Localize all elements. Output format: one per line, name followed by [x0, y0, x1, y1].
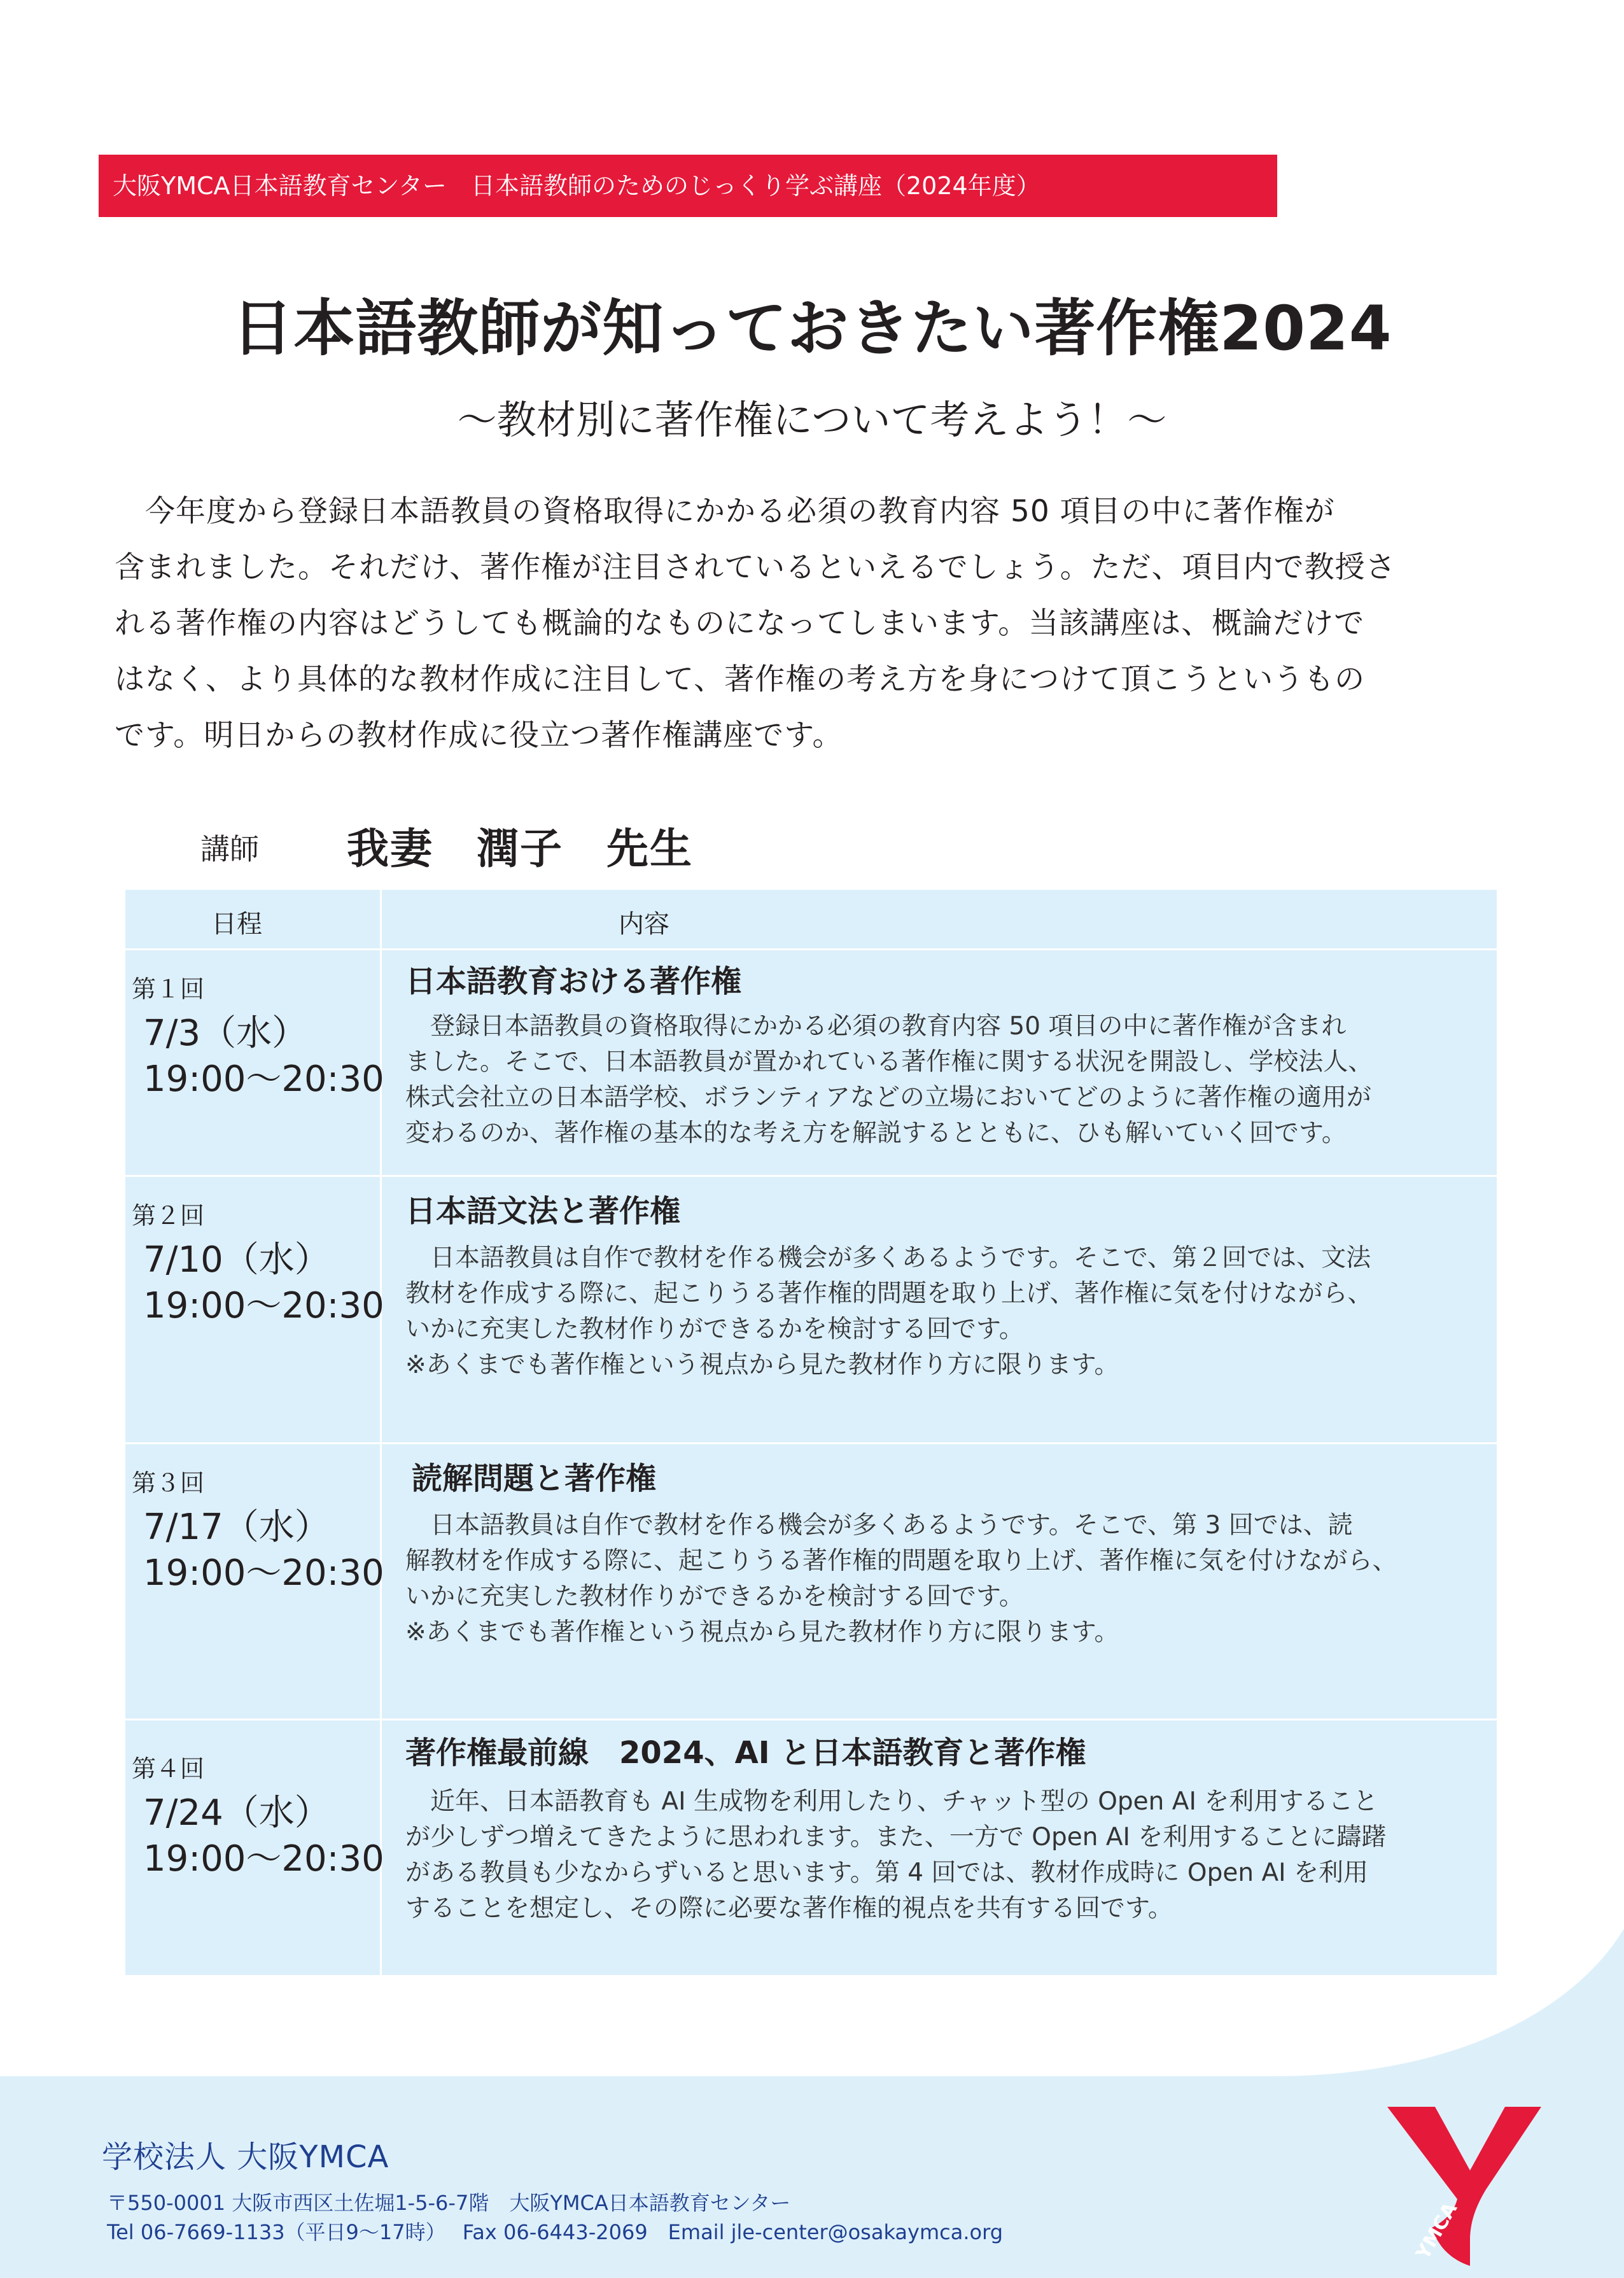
header-banner: 大阪YMCA日本語教育センター 日本語教師のためのじっくり学ぶ講座（2024年度） — [99, 155, 1277, 217]
intro-line: はなく、より具体的な教材作成に注目して、著作権の考え方を身につけて頂こうというもの — [115, 662, 1366, 697]
row-divider — [125, 1719, 1497, 1720]
logo-text: YMCA — [1411, 2198, 1462, 2263]
schedule-table — [125, 890, 1497, 1975]
session-description — [405, 1009, 1481, 1151]
round-label: 第１回 — [132, 975, 205, 1003]
description-line: することを想定し、その際に必要な著作権的視点を共有する回です。 — [405, 1894, 1173, 1923]
description-line: 日本語教員は自作で教材を作る機会が多くあるようです。そこで、第 3 回では、読 — [405, 1511, 1353, 1540]
instructor-label: 講師 — [200, 832, 259, 866]
description-line: 近年、日本語教育も AI 生成物を利用したり、チャット型の Open AI を利用すること — [405, 1787, 1378, 1816]
session-title: 日本語教育おける著作権 — [405, 964, 742, 999]
description-line: がある教員も少なからずいると思います。第 4 回では、教材作成時に Open AI を利用 — [405, 1859, 1369, 1887]
session-title: 日本語文法と著作権 — [405, 1193, 681, 1229]
round-label: 第４回 — [132, 1755, 205, 1783]
description-line: ※あくまでも著作権という視点から見た教材作り方に限ります。 — [405, 1351, 1119, 1379]
description-line: 教材を作成する際に、起こりうる著作権的問題を取り上げ、著作権に気を付けながら、 — [405, 1279, 1373, 1308]
session-title: 著作権最前線 2024、AI と日本語教育と著作権 — [405, 1735, 1086, 1771]
footer-address: 〒550-0001 大阪市西区土佐堀1-5-6-7階 大阪YMCA日本語教育センター — [107, 2191, 791, 2215]
intro-line: 含まれました。それだけ、著作権が注目されているといえるでしょう。ただ、項目内で教授さ — [115, 550, 1396, 585]
time-text: 19:00～20:30 — [143, 1058, 384, 1100]
page-title: 日本語教師が知っておきたい著作権2024 — [232, 293, 1392, 364]
description-line: いかに充実した教材作りができるかを検討する回です。 — [405, 1315, 1024, 1344]
date-text: 7/24（水） — [143, 1792, 330, 1834]
description-line: いかに充実した教材作りができるかを検討する回です。 — [405, 1582, 1024, 1611]
ymca-logo-icon — [1375, 2094, 1553, 2272]
instructor-name: 我妻 潤子 先生 — [347, 824, 693, 873]
header-content: 内容 — [619, 910, 669, 939]
session-date — [143, 1505, 384, 1596]
row-divider — [125, 1175, 1497, 1177]
row-divider — [125, 948, 1497, 950]
date-text: 7/17（水） — [143, 1507, 330, 1548]
intro-line: です。明日からの教材作成に役立つ著作権講座です。 — [115, 718, 843, 753]
header-schedule: 日程 — [211, 910, 262, 939]
round-label: 第２回 — [132, 1202, 205, 1230]
session-title: 読解問題と著作権 — [412, 1461, 657, 1496]
description-line: が少しずつ増えてきたように思われます。また、一方で Open AI を利用することに躊躇 — [405, 1823, 1387, 1852]
time-text: 19:00～20:30 — [143, 1838, 384, 1880]
intro-paragraph — [115, 484, 1495, 764]
date-text: 7/3（水） — [143, 1013, 308, 1054]
description-line: ました。そこで、日本語教員が置かれている著作権に関する状況を開設し、学校法人、 — [405, 1048, 1373, 1076]
page-subtitle: ～教材別に著作権について考えよう！～ — [457, 397, 1167, 443]
session-date — [143, 1237, 384, 1329]
intro-line: 今年度から登録日本語教員の資格取得にかかる必須の教育内容 50 項目の中に著作権が — [115, 494, 1335, 529]
footer-organization: 学校法人 大阪YMCA — [102, 2139, 389, 2175]
description-line: ※あくまでも著作権という視点から見た教材作り方に限ります。 — [405, 1618, 1119, 1647]
footer-contact: Tel 06-7669-1133（平日9～17時） Fax 06-6443-2069 Email jle-center@osakaymca.org — [107, 2220, 1004, 2244]
description-line: 登録日本語教員の資格取得にかかる必須の教育内容 50 項目の中に著作権が含まれ — [405, 1012, 1347, 1041]
description-line: 株式会社立の日本語学校、ボランティアなどの立場においてどのように著作権の適用が — [405, 1083, 1371, 1112]
round-label: 第３回 — [132, 1469, 205, 1497]
description-line: 日本語教員は自作で教材を作る機会が多くあるようです。そこで、第２回では、文法 — [405, 1244, 1371, 1272]
session-description — [405, 1241, 1481, 1383]
date-text: 7/10（水） — [143, 1239, 330, 1281]
description-line: 解教材を作成する際に、起こりうる著作権的問題を取り上げ、著作権に気を付けながら、 — [405, 1547, 1397, 1575]
session-date — [143, 1011, 384, 1102]
session-description — [405, 1508, 1481, 1650]
intro-line: れる著作権の内容はどうしても概論的なものになってしまいます。当該講座は、概論だけで — [115, 606, 1365, 641]
time-text: 19:00～20:30 — [143, 1552, 384, 1594]
time-text: 19:00～20:30 — [143, 1285, 384, 1326]
description-line: 変わるのか、著作権の基本的な考え方を解説するとともに、ひも解いていく回です。 — [405, 1119, 1347, 1148]
row-divider — [125, 1442, 1497, 1444]
